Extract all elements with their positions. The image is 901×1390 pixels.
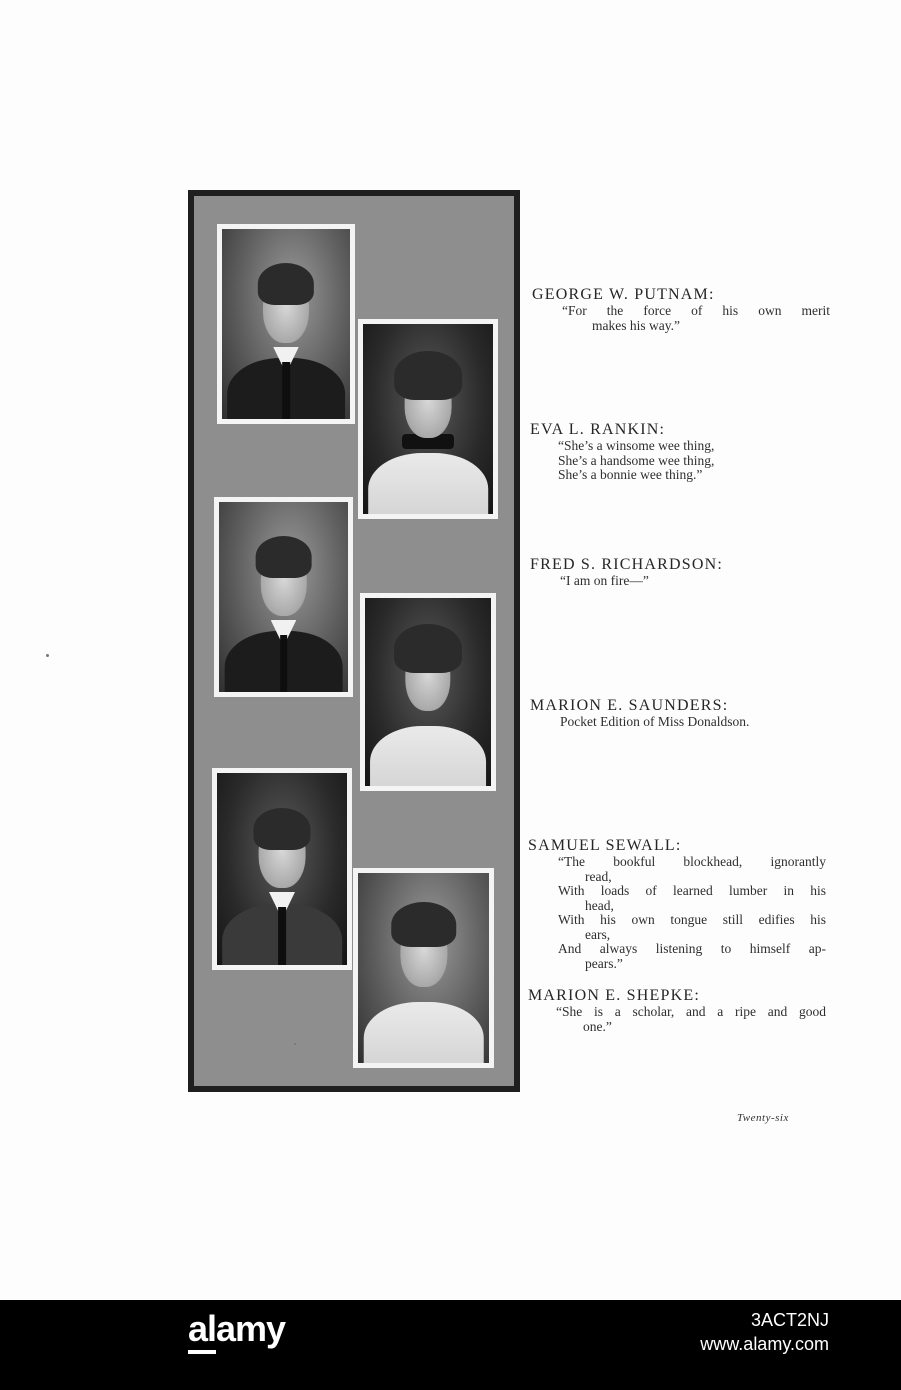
- alamy-logo: alamy: [188, 1308, 286, 1349]
- portrait-photo-putnam: [217, 224, 355, 424]
- entry-name: GEORGE W. PUTNAM:: [532, 286, 715, 303]
- portrait-photo-shepke: [353, 868, 494, 1068]
- portrait-photo-saunders: [360, 593, 496, 791]
- entry-name: FRED S. RICHARDSON:: [530, 556, 724, 573]
- portrait-photo-sewall: [212, 768, 352, 970]
- print-speck: [294, 1043, 296, 1045]
- entry-quote: “She’s a winsome wee thing, She’s a handsome wee thing, She’s a bonnie wee thing.”: [558, 438, 715, 482]
- entry-sewall: [528, 837, 833, 971]
- entry-quote: Pocket Edition of Miss Donaldson.: [560, 714, 750, 729]
- entry-quote: “She is a scholar, and a ripe and good one.”: [556, 1004, 826, 1034]
- entry-rankin: [530, 421, 830, 483]
- entry-richardson: [530, 556, 830, 589]
- portrait-photo-rankin: [358, 319, 498, 519]
- image-id: 3ACT2NJ: [750, 1310, 829, 1330]
- entry-quote: “The bookful blockhead, ignorantly read, With loads of learned lumber in his head, With his own tongue still edifies his ears, And always listening to himself ap- pears.”: [558, 854, 826, 971]
- portrait-panel-background: [194, 196, 514, 1086]
- site-url: www.alamy.com: [700, 1334, 829, 1354]
- portrait-photo-richardson: [214, 497, 353, 697]
- entry-quote: “For the force of his own merit makes his way.”: [562, 303, 830, 333]
- entry-name: MARION E. SAUNDERS:: [530, 697, 729, 714]
- entry-quote: “I am on fire—”: [560, 573, 649, 588]
- entry-name: SAMUEL SEWALL:: [528, 837, 682, 854]
- watermark-footer: [0, 1300, 901, 1390]
- entry-name: EVA L. RANKIN:: [530, 421, 666, 438]
- entry-putnam: [532, 286, 832, 333]
- entry-shepke: [528, 987, 833, 1034]
- entry-name: MARION E. SHEPKE:: [528, 987, 700, 1004]
- alamy-logo-mark: [188, 1350, 216, 1354]
- page-number: Twenty-six: [737, 1112, 789, 1124]
- entry-saunders: [530, 697, 830, 730]
- print-speck: [46, 654, 49, 657]
- portrait-panel: [188, 190, 520, 1092]
